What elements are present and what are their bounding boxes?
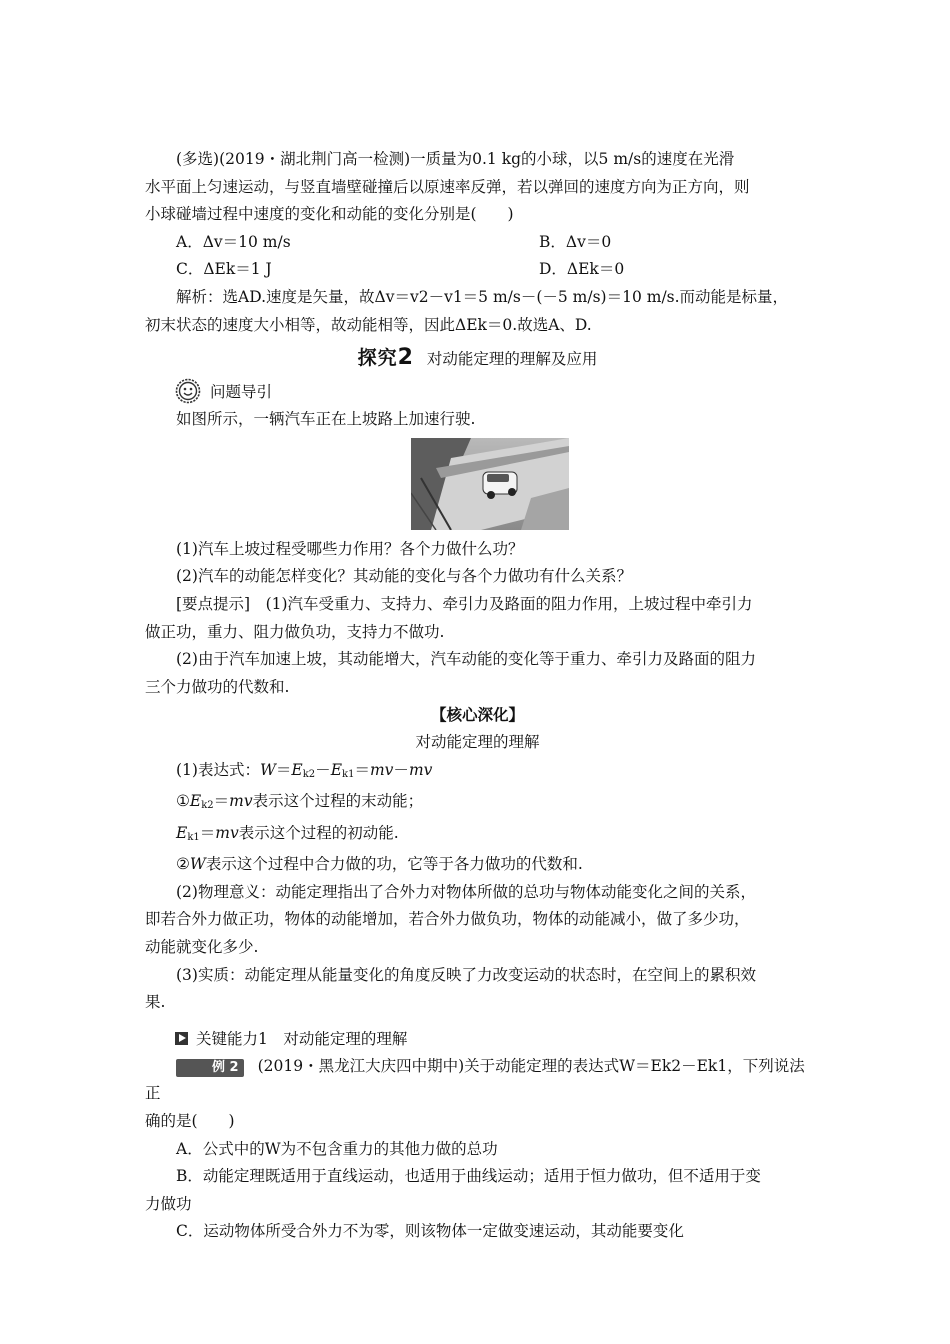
essence-text-cont: 果.	[145, 993, 166, 1012]
key-ability-heading	[145, 1025, 810, 1053]
item-2: ②W表示这个过程中合力做的功，它等于各力做功的代数和.	[176, 855, 583, 874]
guide-question-1: (1)汽车上坡过程受哪些力作用？各个力做什么功？	[176, 539, 524, 558]
tip-text-2-cont: 三个力做功的代数和.	[145, 677, 290, 696]
expression-line: (1)表达式：$W=E_{k2}-E_{k1}=mv-mv$	[176, 760, 433, 780]
play-triangle-icon	[175, 1032, 188, 1045]
example-badge: 例 2	[176, 1059, 244, 1077]
car-on-slope-photo	[411, 438, 569, 530]
options-row-cd	[145, 256, 810, 284]
solution-text-cont: 初末状态的速度大小相等，故动能相等，因此ΔEk＝0.故选A、D.	[145, 315, 592, 334]
example-option-b: B．动能定理既适用于直线运动，也适用于曲线运动；适用于恒力做功，但不适用于变	[176, 1167, 761, 1186]
tip-text-cont: 做正功，重力、阻力做负功，支持力不做功.	[145, 622, 445, 641]
example-stem: 例 2 (2019・黑龙江大庆四中期中)关于动能定理的表达式W＝Ek2－Ek1，下列说法正	[145, 1056, 805, 1103]
option-a: A．Δv＝10 m/s	[176, 232, 291, 251]
example-option-c: C．运动物体所受合外力不为零，则该物体一定做变速运动，其动能要变化	[176, 1222, 684, 1241]
question-stem-cont: 小球碰墙过程中速度的变化和动能的变化分别是( )	[145, 205, 514, 224]
section-label: 探究	[357, 347, 398, 370]
meaning-text-cont: 即若合外力做正功，物体的动能增加，若合外力做负功，物体的动能减小，做了多少功，	[145, 910, 750, 929]
guide-intro: 如图所示，一辆汽车正在上坡路上加速行驶.	[176, 410, 476, 429]
option-c: C．ΔEk＝1 J	[176, 260, 272, 279]
item-1b: $E_{k1}=mv$表示这个过程的初动能.	[176, 823, 399, 843]
section-title: 对动能定理的理解及应用	[426, 350, 598, 369]
example-option-b-cont: 力做功	[145, 1194, 192, 1213]
meaning-text: (2)物理意义：动能定理指出了合外力对物体所做的总功与物体动能变化之间的关系，	[176, 882, 756, 901]
key-ability-label: 关键能力1 对动能定理的理解	[196, 1029, 408, 1048]
section-heading	[145, 343, 810, 370]
meaning-text-cont: 动能就变化多少.	[145, 938, 259, 957]
core-subheading: 对动能定理的理解	[415, 732, 540, 751]
question-stem-cont: 水平面上匀速运动，与竖直墙壁碰撞后以原速率反弹，若以弹回的速度方向为正方向，则	[145, 177, 750, 196]
tip-text: [要点提示] (1)汽车受重力、支持力、牵引力及路面的阻力作用，上坡过程中牵引力	[176, 594, 753, 613]
question-stem: (多选)(2019・湖北荆门高一检测)一质量为0.1 kg的小球，以5 m/s的速度在光滑	[176, 150, 735, 168]
smiley-icon	[175, 378, 201, 404]
option-d: D．ΔEk＝0	[539, 260, 625, 279]
item-1: $①E_{k2}=mv$表示这个过程的末动能；	[176, 792, 424, 812]
guide-header	[145, 376, 810, 406]
core-heading: 【核心深化】	[430, 705, 524, 725]
solution-text: 解析：选AD.速度是矢量，故Δv＝v2－v1＝5 m/s－(－5 m/s)＝10 m/s.而动能是标量，	[176, 287, 789, 306]
option-b: B．Δv＝0	[539, 232, 612, 251]
example-option-a: A．公式中的W为不包含重力的其他力做的总功	[176, 1139, 498, 1158]
example-stem-cont: 确的是( )	[145, 1112, 235, 1131]
document-page	[145, 146, 810, 1246]
guide-label: 问题导引	[210, 383, 273, 402]
section-number: 2	[397, 345, 413, 371]
tip-text-2: (2)由于汽车加速上坡，其动能增大，汽车动能的变化等于重力、牵引力及路面的阻力	[176, 650, 756, 669]
essence-text: (3)实质：动能定理从能量变化的角度反映了力改变运动的状态时，在空间上的累积效	[176, 965, 756, 984]
options-row-ab	[145, 229, 810, 257]
guide-question-2: (2)汽车的动能怎样变化？其动能的变化与各个力做功有什么关系？	[176, 567, 632, 586]
